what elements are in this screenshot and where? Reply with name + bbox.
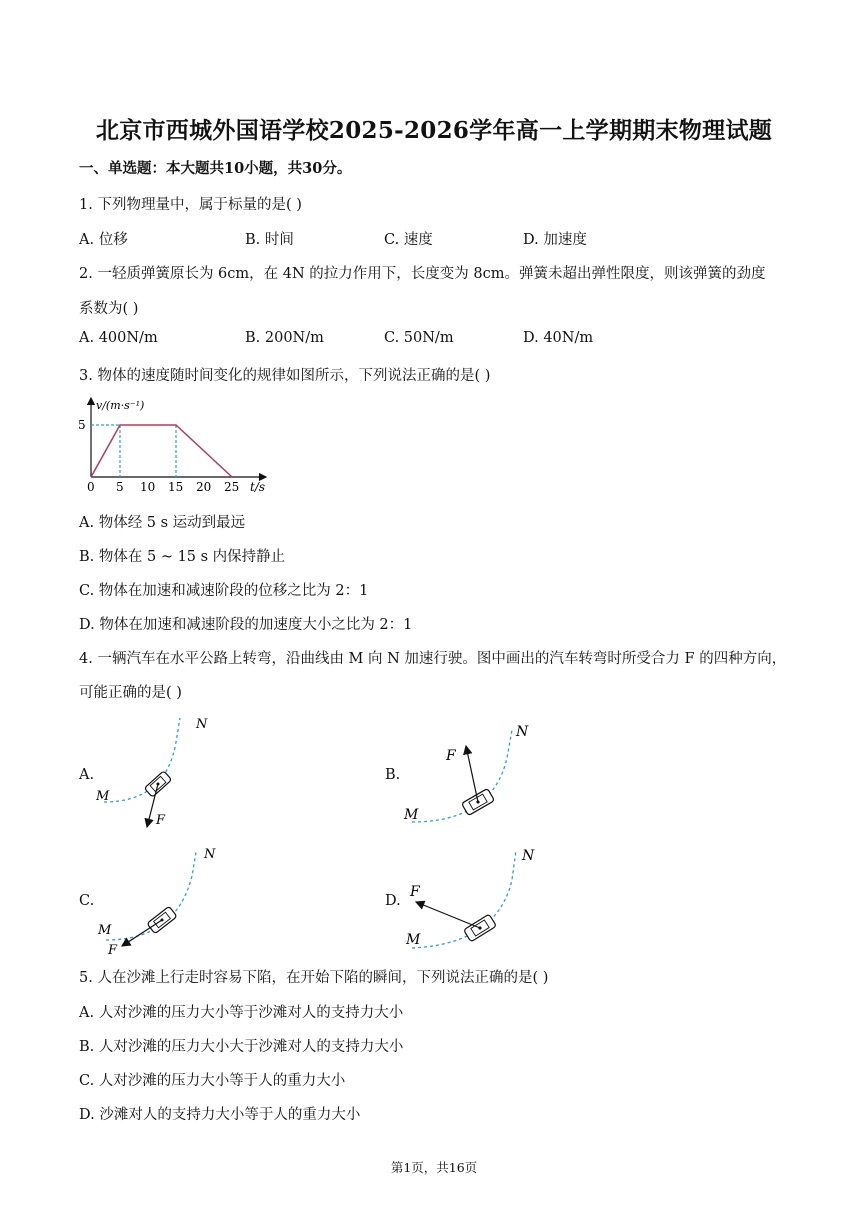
x-tick-20: 20: [196, 480, 212, 494]
q3-option-c: C. 物体在加速和减速阶段的位移之比为 2：1: [79, 583, 369, 599]
path-curve: [412, 730, 512, 822]
q1-option-b: B. 时间: [245, 232, 294, 248]
label-f: F: [108, 943, 118, 958]
force-arrow: [466, 746, 478, 802]
label-m: M: [406, 932, 421, 948]
q5-option-a: A. 人对沙滩的压力大小等于沙滩对人的支持力大小: [79, 1005, 404, 1021]
label-n: N: [204, 847, 216, 862]
page-footer: 第1页，共16页: [390, 1160, 478, 1175]
q1-option-a: A. 位移: [79, 232, 128, 248]
q2-option-c: C. 50N/m: [384, 330, 454, 346]
label-n: N: [516, 724, 529, 740]
velocity-time-graph: [78, 392, 278, 498]
x-tick-15: 15: [168, 480, 184, 494]
section-heading: 一、单选题：本大题共10小题，共30分。: [79, 160, 352, 177]
q4-figure-d-label: D.: [385, 893, 401, 909]
q5-stem: 5. 人在沙滩上行走时容易下陷，在开始下陷的瞬间，下列说法正确的是( ): [79, 970, 549, 986]
q4-stem-line1: 4. 一辆汽车在水平公路上转弯，沿曲线由 M 向 N 加速行驶。图中画出的汽车转弯时所受合力 F 的四种方向，: [79, 651, 787, 667]
x-tick-10: 10: [140, 480, 156, 494]
q4-figure-c-label: C.: [79, 893, 95, 909]
q2-stem-line2: 系数为( ): [79, 301, 139, 317]
q4-stem-line2: 可能正确的是( ): [79, 685, 182, 701]
page-title: 北京市西城外国语学校2025-2026学年高一上学期期末物理试题: [95, 117, 773, 144]
q3-option-b: B. 物体在 5 ~ 15 s 内保持静止: [79, 549, 286, 565]
velocity-line: [91, 425, 232, 477]
label-m: M: [404, 807, 419, 823]
x-tick-25: 25: [224, 480, 240, 494]
q4-figure-b-label: B.: [385, 767, 401, 783]
label-m: M: [96, 789, 110, 804]
q2-option-b: B. 200N/m: [245, 330, 324, 346]
q1-stem: 1. 下列物理量中，属于标量的是( ): [79, 197, 302, 213]
label-n: N: [196, 717, 208, 732]
q2-option-d: D. 40N/m: [523, 330, 594, 346]
q3-stem: 3. 物体的速度随时间变化的规律如图所示，下列说法正确的是( ): [79, 368, 491, 384]
q3-option-d: D. 物体在加速和减速阶段的加速度大小之比为 2：1: [79, 617, 413, 633]
origin-label: 0: [87, 480, 95, 494]
label-f: F: [446, 748, 456, 764]
q4-figure-a: [96, 712, 226, 838]
force-arrow: [416, 902, 480, 928]
y-axis-label: v/(m·s⁻¹): [96, 399, 145, 412]
q2-stem-line1: 2. 一轻质弹簧原长为 6cm，在 4N 的拉力作用下，长度变为 8cm。弹簧未超出弹性限度，则该弹簧的劲度: [79, 266, 766, 282]
path-curve: [104, 718, 180, 802]
q4-figure-b: [402, 718, 542, 830]
label-n: N: [522, 848, 535, 864]
q1-option-c: C. 速度: [384, 232, 433, 248]
y-tick-5: 5: [78, 418, 86, 432]
q5-option-d: D. 沙滩对人的支持力大小等于人的重力大小: [79, 1107, 361, 1123]
x-axis-label: t/s: [250, 480, 266, 494]
label-f: F: [410, 884, 420, 900]
path-curve: [412, 850, 516, 948]
q3-option-a: A. 物体经 5 s 运动到最远: [79, 515, 246, 531]
q5-option-b: B. 人对沙滩的压力大小大于沙滩对人的支持力大小: [79, 1039, 404, 1055]
label-m: M: [98, 923, 112, 938]
q4-figure-a-label: A.: [79, 767, 95, 783]
x-tick-5: 5: [116, 480, 124, 494]
q5-option-c: C. 人对沙滩的压力大小等于人的重力大小: [79, 1073, 346, 1089]
label-f: F: [156, 813, 166, 828]
q4-figure-c: [96, 846, 226, 958]
q1-option-d: D. 加速度: [523, 232, 587, 248]
q2-option-a: A. 400N/m: [79, 330, 158, 346]
q4-figure-d: [402, 844, 542, 956]
